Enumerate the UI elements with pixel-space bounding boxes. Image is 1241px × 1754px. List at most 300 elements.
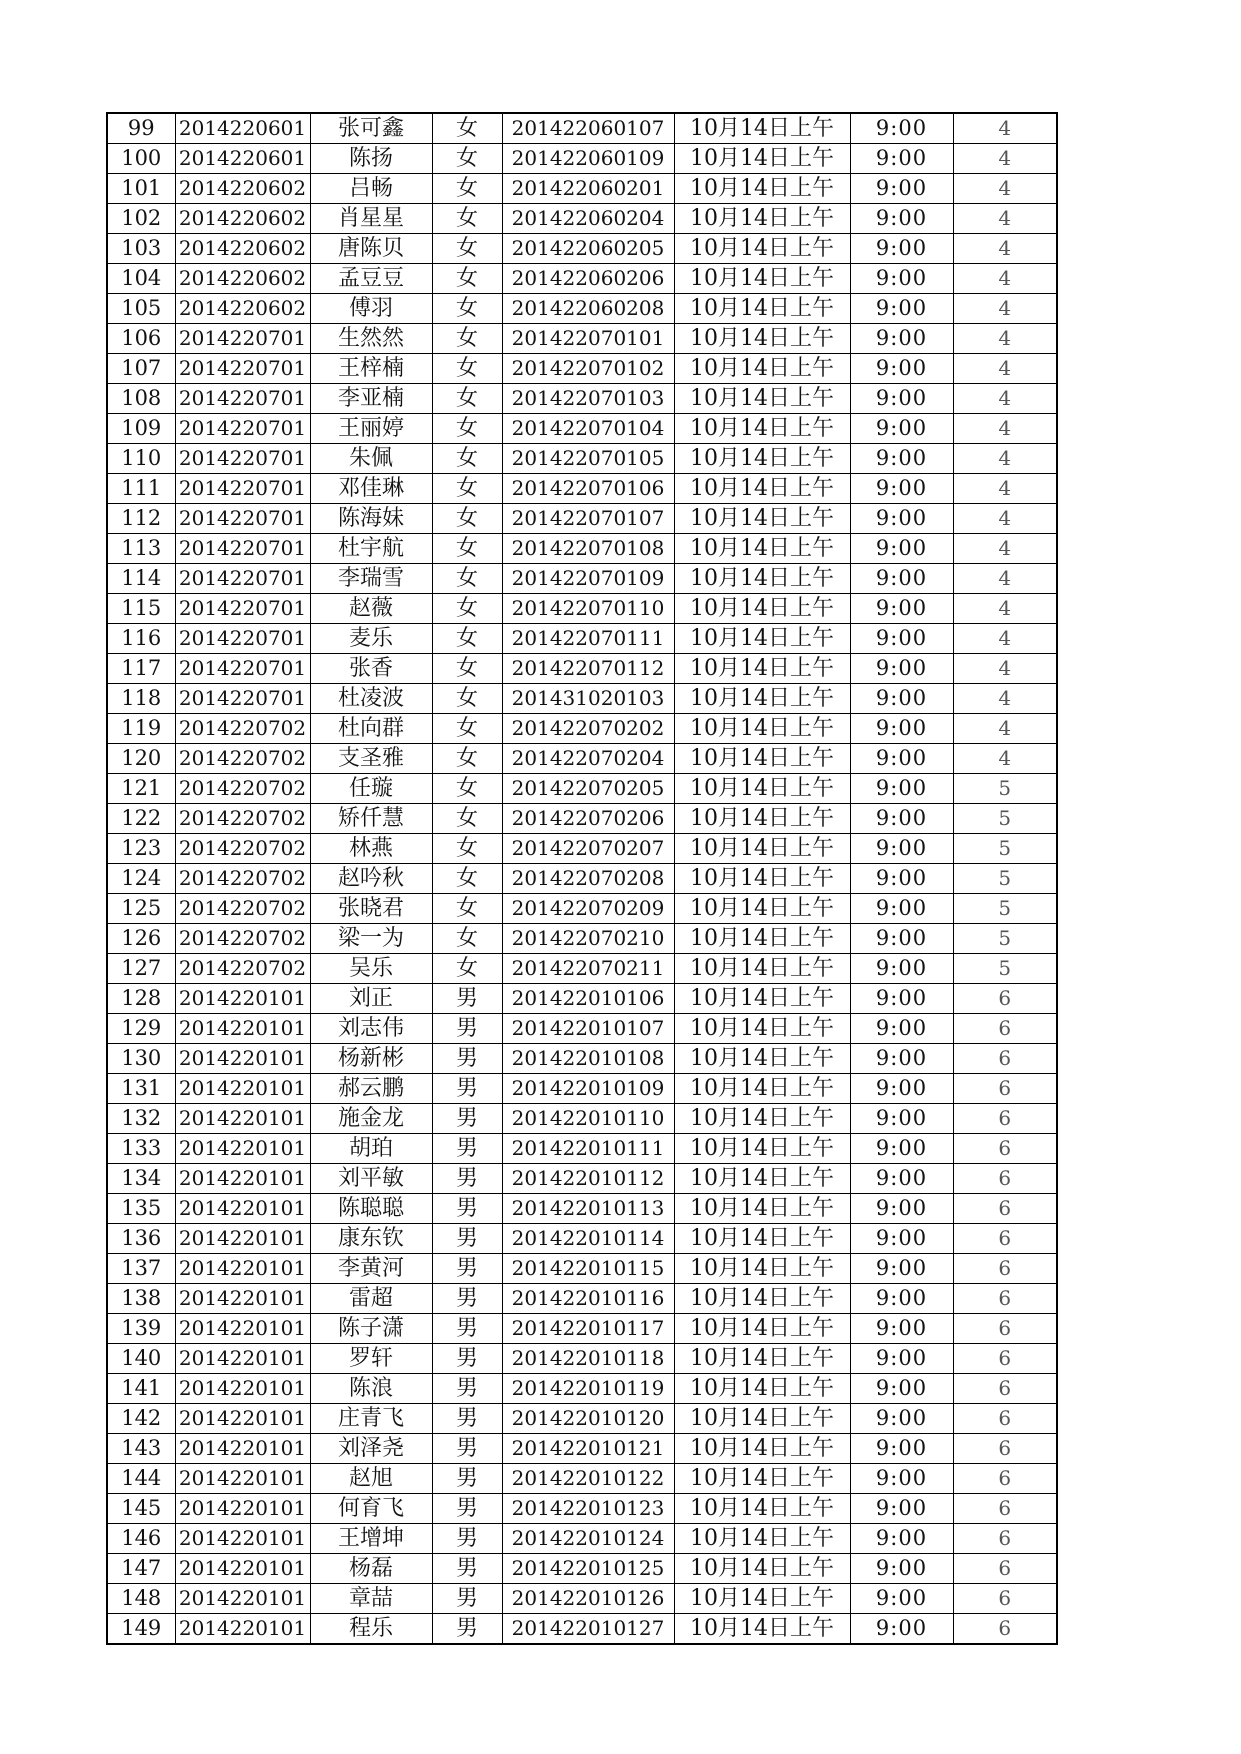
table-row bbox=[107, 1254, 1057, 1284]
table-row bbox=[107, 1434, 1057, 1464]
cell-class: 2014220702 bbox=[175, 774, 310, 804]
cell-date: 10月14日上午 bbox=[674, 624, 850, 654]
table-row bbox=[107, 804, 1057, 834]
cell-date: 10月14日上午 bbox=[674, 714, 850, 744]
cell-name: 麦乐 bbox=[310, 624, 432, 654]
cell-name: 张晓君 bbox=[310, 894, 432, 924]
cell-date: 10月14日上午 bbox=[674, 1584, 850, 1614]
cell-student-id: 201422070211 bbox=[502, 954, 674, 984]
cell-student-id: 201422070208 bbox=[502, 864, 674, 894]
cell-student-id: 201422010120 bbox=[502, 1404, 674, 1434]
cell-student-id: 201422070206 bbox=[502, 804, 674, 834]
cell-group: 6 bbox=[953, 1404, 1057, 1434]
cell-group: 4 bbox=[953, 654, 1057, 684]
cell-seq: 106 bbox=[107, 324, 175, 354]
cell-date: 10月14日上午 bbox=[674, 564, 850, 594]
cell-name: 林燕 bbox=[310, 834, 432, 864]
cell-student-id: 201422070111 bbox=[502, 624, 674, 654]
cell-group: 6 bbox=[953, 1194, 1057, 1224]
cell-student-id: 201422010113 bbox=[502, 1194, 674, 1224]
cell-gender: 女 bbox=[432, 564, 502, 594]
cell-gender: 女 bbox=[432, 954, 502, 984]
cell-class: 2014220101 bbox=[175, 1434, 310, 1464]
cell-group: 4 bbox=[953, 234, 1057, 264]
cell-date: 10月14日上午 bbox=[674, 1284, 850, 1314]
cell-name: 王梓楠 bbox=[310, 354, 432, 384]
cell-time: 9:00 bbox=[850, 654, 953, 684]
table-row bbox=[107, 1614, 1057, 1645]
table-row bbox=[107, 1464, 1057, 1494]
cell-seq: 108 bbox=[107, 384, 175, 414]
cell-group: 6 bbox=[953, 1134, 1057, 1164]
table-row bbox=[107, 1194, 1057, 1224]
table-row bbox=[107, 1374, 1057, 1404]
cell-time: 9:00 bbox=[850, 594, 953, 624]
table-row bbox=[107, 1584, 1057, 1614]
cell-seq: 122 bbox=[107, 804, 175, 834]
cell-time: 9:00 bbox=[850, 384, 953, 414]
cell-class: 2014220101 bbox=[175, 1014, 310, 1044]
cell-date: 10月14日上午 bbox=[674, 1074, 850, 1104]
table-row bbox=[107, 954, 1057, 984]
cell-seq: 121 bbox=[107, 774, 175, 804]
cell-gender: 女 bbox=[432, 294, 502, 324]
table-row bbox=[107, 714, 1057, 744]
cell-date: 10月14日上午 bbox=[674, 1434, 850, 1464]
cell-time: 9:00 bbox=[850, 1194, 953, 1224]
cell-gender: 男 bbox=[432, 1194, 502, 1224]
cell-student-id: 201422070205 bbox=[502, 774, 674, 804]
cell-name: 胡珀 bbox=[310, 1134, 432, 1164]
cell-name: 李黄河 bbox=[310, 1254, 432, 1284]
cell-student-id: 201422070210 bbox=[502, 924, 674, 954]
cell-date: 10月14日上午 bbox=[674, 113, 850, 144]
cell-student-id: 201422070105 bbox=[502, 444, 674, 474]
cell-name: 梁一为 bbox=[310, 924, 432, 954]
cell-time: 9:00 bbox=[850, 204, 953, 234]
cell-date: 10月14日上午 bbox=[674, 1164, 850, 1194]
cell-gender: 女 bbox=[432, 744, 502, 774]
cell-name: 生然然 bbox=[310, 324, 432, 354]
cell-class: 2014220701 bbox=[175, 654, 310, 684]
cell-group: 4 bbox=[953, 744, 1057, 774]
cell-student-id: 201422010110 bbox=[502, 1104, 674, 1134]
cell-class: 2014220101 bbox=[175, 1254, 310, 1284]
cell-student-id: 201422010125 bbox=[502, 1554, 674, 1584]
cell-class: 2014220101 bbox=[175, 1494, 310, 1524]
cell-date: 10月14日上午 bbox=[674, 894, 850, 924]
cell-seq: 103 bbox=[107, 234, 175, 264]
cell-time: 9:00 bbox=[850, 1524, 953, 1554]
cell-time: 9:00 bbox=[850, 564, 953, 594]
cell-student-id: 201422060201 bbox=[502, 174, 674, 204]
cell-seq: 136 bbox=[107, 1224, 175, 1254]
cell-group: 6 bbox=[953, 1344, 1057, 1374]
cell-student-id: 201422070207 bbox=[502, 834, 674, 864]
cell-name: 康东钦 bbox=[310, 1224, 432, 1254]
cell-gender: 男 bbox=[432, 1314, 502, 1344]
cell-seq: 102 bbox=[107, 204, 175, 234]
cell-seq: 129 bbox=[107, 1014, 175, 1044]
cell-student-id: 201422010118 bbox=[502, 1344, 674, 1374]
cell-class: 2014220701 bbox=[175, 474, 310, 504]
cell-time: 9:00 bbox=[850, 264, 953, 294]
table-row bbox=[107, 504, 1057, 534]
cell-name: 王丽婷 bbox=[310, 414, 432, 444]
cell-class: 2014220602 bbox=[175, 174, 310, 204]
cell-gender: 男 bbox=[432, 1344, 502, 1374]
cell-name: 吴乐 bbox=[310, 954, 432, 984]
cell-group: 5 bbox=[953, 924, 1057, 954]
cell-student-id: 201422060109 bbox=[502, 144, 674, 174]
cell-student-id: 201431020103 bbox=[502, 684, 674, 714]
table-row bbox=[107, 1044, 1057, 1074]
cell-gender: 女 bbox=[432, 834, 502, 864]
cell-gender: 女 bbox=[432, 624, 502, 654]
cell-group: 6 bbox=[953, 1524, 1057, 1554]
cell-time: 9:00 bbox=[850, 1434, 953, 1464]
cell-name: 邓佳琳 bbox=[310, 474, 432, 504]
cell-date: 10月14日上午 bbox=[674, 1344, 850, 1374]
cell-class: 2014220101 bbox=[175, 1524, 310, 1554]
cell-group: 6 bbox=[953, 1494, 1057, 1524]
cell-time: 9:00 bbox=[850, 1014, 953, 1044]
table-row bbox=[107, 684, 1057, 714]
cell-seq: 123 bbox=[107, 834, 175, 864]
cell-time: 9:00 bbox=[850, 324, 953, 354]
cell-date: 10月14日上午 bbox=[674, 1044, 850, 1074]
cell-group: 4 bbox=[953, 264, 1057, 294]
cell-class: 2014220701 bbox=[175, 594, 310, 624]
cell-gender: 男 bbox=[432, 1524, 502, 1554]
table-row bbox=[107, 1284, 1057, 1314]
cell-seq: 113 bbox=[107, 534, 175, 564]
cell-seq: 104 bbox=[107, 264, 175, 294]
cell-time: 9:00 bbox=[850, 294, 953, 324]
cell-name: 陈聪聪 bbox=[310, 1194, 432, 1224]
cell-date: 10月14日上午 bbox=[674, 594, 850, 624]
cell-class: 2014220701 bbox=[175, 504, 310, 534]
cell-name: 赵薇 bbox=[310, 594, 432, 624]
cell-group: 4 bbox=[953, 474, 1057, 504]
cell-student-id: 201422060208 bbox=[502, 294, 674, 324]
cell-class: 2014220101 bbox=[175, 1224, 310, 1254]
cell-gender: 女 bbox=[432, 444, 502, 474]
cell-date: 10月14日上午 bbox=[674, 1404, 850, 1434]
cell-class: 2014220701 bbox=[175, 324, 310, 354]
cell-name: 孟豆豆 bbox=[310, 264, 432, 294]
table-row bbox=[107, 654, 1057, 684]
cell-gender: 女 bbox=[432, 894, 502, 924]
cell-seq: 149 bbox=[107, 1614, 175, 1645]
cell-gender: 女 bbox=[432, 174, 502, 204]
cell-seq: 114 bbox=[107, 564, 175, 594]
cell-gender: 男 bbox=[432, 1434, 502, 1464]
cell-group: 6 bbox=[953, 984, 1057, 1014]
cell-group: 5 bbox=[953, 894, 1057, 924]
cell-seq: 109 bbox=[107, 414, 175, 444]
cell-gender: 女 bbox=[432, 264, 502, 294]
cell-seq: 105 bbox=[107, 294, 175, 324]
cell-seq: 132 bbox=[107, 1104, 175, 1134]
cell-student-id: 201422060107 bbox=[502, 113, 674, 144]
cell-seq: 125 bbox=[107, 894, 175, 924]
cell-date: 10月14日上午 bbox=[674, 384, 850, 414]
cell-group: 4 bbox=[953, 113, 1057, 144]
cell-group: 6 bbox=[953, 1014, 1057, 1044]
cell-name: 杜向群 bbox=[310, 714, 432, 744]
cell-gender: 女 bbox=[432, 594, 502, 624]
cell-class: 2014220602 bbox=[175, 234, 310, 264]
cell-name: 任璇 bbox=[310, 774, 432, 804]
cell-seq: 147 bbox=[107, 1554, 175, 1584]
cell-class: 2014220702 bbox=[175, 714, 310, 744]
cell-date: 10月14日上午 bbox=[674, 354, 850, 384]
table-row bbox=[107, 354, 1057, 384]
cell-name: 王增坤 bbox=[310, 1524, 432, 1554]
cell-class: 2014220701 bbox=[175, 354, 310, 384]
cell-name: 肖星星 bbox=[310, 204, 432, 234]
cell-class: 2014220701 bbox=[175, 564, 310, 594]
cell-name: 杨磊 bbox=[310, 1554, 432, 1584]
table-row bbox=[107, 564, 1057, 594]
cell-date: 10月14日上午 bbox=[674, 324, 850, 354]
cell-group: 4 bbox=[953, 534, 1057, 564]
cell-gender: 女 bbox=[432, 774, 502, 804]
cell-student-id: 201422070209 bbox=[502, 894, 674, 924]
cell-time: 9:00 bbox=[850, 444, 953, 474]
cell-date: 10月14日上午 bbox=[674, 1224, 850, 1254]
cell-time: 9:00 bbox=[850, 804, 953, 834]
cell-class: 2014220101 bbox=[175, 1464, 310, 1494]
cell-time: 9:00 bbox=[850, 984, 953, 1014]
cell-seq: 146 bbox=[107, 1524, 175, 1554]
cell-student-id: 201422070107 bbox=[502, 504, 674, 534]
cell-date: 10月14日上午 bbox=[674, 954, 850, 984]
cell-name: 朱佩 bbox=[310, 444, 432, 474]
cell-gender: 男 bbox=[432, 1044, 502, 1074]
cell-date: 10月14日上午 bbox=[674, 1104, 850, 1134]
cell-name: 刘平敏 bbox=[310, 1164, 432, 1194]
cell-student-id: 201422070102 bbox=[502, 354, 674, 384]
table-row bbox=[107, 204, 1057, 234]
cell-group: 5 bbox=[953, 804, 1057, 834]
cell-date: 10月14日上午 bbox=[674, 1254, 850, 1284]
cell-time: 9:00 bbox=[850, 1554, 953, 1584]
cell-time: 9:00 bbox=[850, 1074, 953, 1104]
cell-date: 10月14日上午 bbox=[674, 144, 850, 174]
cell-date: 10月14日上午 bbox=[674, 1494, 850, 1524]
table-row bbox=[107, 113, 1057, 144]
cell-name: 郝云鹏 bbox=[310, 1074, 432, 1104]
cell-date: 10月14日上午 bbox=[674, 1314, 850, 1344]
cell-date: 10月14日上午 bbox=[674, 1524, 850, 1554]
cell-time: 9:00 bbox=[850, 774, 953, 804]
cell-group: 5 bbox=[953, 834, 1057, 864]
roster-table bbox=[106, 112, 1058, 1645]
table-row bbox=[107, 264, 1057, 294]
cell-date: 10月14日上午 bbox=[674, 834, 850, 864]
cell-student-id: 201422070202 bbox=[502, 714, 674, 744]
cell-name: 罗轩 bbox=[310, 1344, 432, 1374]
cell-seq: 138 bbox=[107, 1284, 175, 1314]
cell-student-id: 201422060204 bbox=[502, 204, 674, 234]
cell-seq: 126 bbox=[107, 924, 175, 954]
cell-date: 10月14日上午 bbox=[674, 684, 850, 714]
cell-class: 2014220601 bbox=[175, 113, 310, 144]
cell-class: 2014220701 bbox=[175, 384, 310, 414]
cell-student-id: 201422070204 bbox=[502, 744, 674, 774]
cell-seq: 135 bbox=[107, 1194, 175, 1224]
cell-name: 杜凌波 bbox=[310, 684, 432, 714]
cell-group: 4 bbox=[953, 204, 1057, 234]
cell-time: 9:00 bbox=[850, 684, 953, 714]
cell-date: 10月14日上午 bbox=[674, 414, 850, 444]
cell-gender: 女 bbox=[432, 684, 502, 714]
cell-student-id: 201422010112 bbox=[502, 1164, 674, 1194]
table-row bbox=[107, 834, 1057, 864]
cell-student-id: 201422070101 bbox=[502, 324, 674, 354]
cell-date: 10月14日上午 bbox=[674, 1554, 850, 1584]
cell-class: 2014220101 bbox=[175, 1194, 310, 1224]
cell-seq: 133 bbox=[107, 1134, 175, 1164]
cell-student-id: 201422070104 bbox=[502, 414, 674, 444]
cell-name: 刘志伟 bbox=[310, 1014, 432, 1044]
table-row bbox=[107, 1344, 1057, 1374]
cell-name: 刘正 bbox=[310, 984, 432, 1014]
table-row bbox=[107, 1224, 1057, 1254]
cell-class: 2014220702 bbox=[175, 804, 310, 834]
cell-gender: 女 bbox=[432, 714, 502, 744]
cell-seq: 143 bbox=[107, 1434, 175, 1464]
cell-student-id: 201422010108 bbox=[502, 1044, 674, 1074]
cell-seq: 100 bbox=[107, 144, 175, 174]
cell-gender: 女 bbox=[432, 804, 502, 834]
cell-name: 李亚楠 bbox=[310, 384, 432, 414]
cell-time: 9:00 bbox=[850, 954, 953, 984]
table-row bbox=[107, 1074, 1057, 1104]
table-row bbox=[107, 1524, 1057, 1554]
cell-student-id: 201422010114 bbox=[502, 1224, 674, 1254]
cell-student-id: 201422010126 bbox=[502, 1584, 674, 1614]
cell-date: 10月14日上午 bbox=[674, 504, 850, 534]
cell-gender: 男 bbox=[432, 1614, 502, 1645]
cell-time: 9:00 bbox=[850, 1284, 953, 1314]
cell-group: 4 bbox=[953, 594, 1057, 624]
cell-gender: 女 bbox=[432, 654, 502, 684]
cell-seq: 127 bbox=[107, 954, 175, 984]
cell-gender: 女 bbox=[432, 864, 502, 894]
cell-student-id: 201422010122 bbox=[502, 1464, 674, 1494]
cell-gender: 女 bbox=[432, 924, 502, 954]
cell-name: 陈海妹 bbox=[310, 504, 432, 534]
cell-name: 赵吟秋 bbox=[310, 864, 432, 894]
cell-class: 2014220101 bbox=[175, 984, 310, 1014]
cell-student-id: 201422010123 bbox=[502, 1494, 674, 1524]
cell-time: 9:00 bbox=[850, 1584, 953, 1614]
table-row bbox=[107, 144, 1057, 174]
cell-time: 9:00 bbox=[850, 1224, 953, 1254]
cell-student-id: 201422010106 bbox=[502, 984, 674, 1014]
table-row bbox=[107, 1314, 1057, 1344]
table-row bbox=[107, 894, 1057, 924]
table-row bbox=[107, 414, 1057, 444]
cell-gender: 男 bbox=[432, 984, 502, 1014]
cell-time: 9:00 bbox=[850, 354, 953, 384]
table-row bbox=[107, 744, 1057, 774]
cell-time: 9:00 bbox=[850, 504, 953, 534]
cell-date: 10月14日上午 bbox=[674, 774, 850, 804]
cell-student-id: 201422010111 bbox=[502, 1134, 674, 1164]
cell-class: 2014220101 bbox=[175, 1074, 310, 1104]
cell-date: 10月14日上午 bbox=[674, 294, 850, 324]
cell-group: 4 bbox=[953, 414, 1057, 444]
cell-name: 唐陈贝 bbox=[310, 234, 432, 264]
cell-date: 10月14日上午 bbox=[674, 264, 850, 294]
cell-student-id: 201422010119 bbox=[502, 1374, 674, 1404]
cell-group: 6 bbox=[953, 1254, 1057, 1284]
cell-student-id: 201422010124 bbox=[502, 1524, 674, 1554]
cell-group: 5 bbox=[953, 774, 1057, 804]
cell-date: 10月14日上午 bbox=[674, 1374, 850, 1404]
table-row bbox=[107, 1104, 1057, 1134]
cell-student-id: 201422070112 bbox=[502, 654, 674, 684]
cell-gender: 男 bbox=[432, 1284, 502, 1314]
cell-time: 9:00 bbox=[850, 113, 953, 144]
cell-group: 4 bbox=[953, 624, 1057, 654]
cell-gender: 男 bbox=[432, 1374, 502, 1404]
cell-time: 9:00 bbox=[850, 834, 953, 864]
cell-group: 5 bbox=[953, 864, 1057, 894]
cell-gender: 男 bbox=[432, 1014, 502, 1044]
cell-student-id: 201422010121 bbox=[502, 1434, 674, 1464]
cell-student-id: 201422010116 bbox=[502, 1284, 674, 1314]
cell-name: 雷超 bbox=[310, 1284, 432, 1314]
cell-time: 9:00 bbox=[850, 1614, 953, 1645]
cell-name: 矫仟慧 bbox=[310, 804, 432, 834]
cell-student-id: 201422060205 bbox=[502, 234, 674, 264]
cell-time: 9:00 bbox=[850, 234, 953, 264]
cell-group: 4 bbox=[953, 354, 1057, 384]
table-row bbox=[107, 324, 1057, 354]
table-row bbox=[107, 984, 1057, 1014]
cell-class: 2014220601 bbox=[175, 144, 310, 174]
cell-group: 5 bbox=[953, 954, 1057, 984]
cell-class: 2014220702 bbox=[175, 894, 310, 924]
cell-date: 10月14日上午 bbox=[674, 1194, 850, 1224]
cell-name: 张香 bbox=[310, 654, 432, 684]
cell-class: 2014220101 bbox=[175, 1284, 310, 1314]
cell-class: 2014220701 bbox=[175, 414, 310, 444]
cell-time: 9:00 bbox=[850, 1374, 953, 1404]
cell-date: 10月14日上午 bbox=[674, 864, 850, 894]
cell-seq: 142 bbox=[107, 1404, 175, 1434]
cell-name: 施金龙 bbox=[310, 1104, 432, 1134]
cell-class: 2014220101 bbox=[175, 1374, 310, 1404]
cell-date: 10月14日上午 bbox=[674, 534, 850, 564]
cell-date: 10月14日上午 bbox=[674, 1464, 850, 1494]
cell-time: 9:00 bbox=[850, 174, 953, 204]
cell-class: 2014220702 bbox=[175, 924, 310, 954]
cell-seq: 145 bbox=[107, 1494, 175, 1524]
cell-class: 2014220602 bbox=[175, 204, 310, 234]
cell-name: 陈子潇 bbox=[310, 1314, 432, 1344]
cell-name: 李瑞雪 bbox=[310, 564, 432, 594]
cell-class: 2014220101 bbox=[175, 1554, 310, 1584]
cell-group: 6 bbox=[953, 1224, 1057, 1254]
cell-gender: 女 bbox=[432, 113, 502, 144]
cell-name: 陈扬 bbox=[310, 144, 432, 174]
